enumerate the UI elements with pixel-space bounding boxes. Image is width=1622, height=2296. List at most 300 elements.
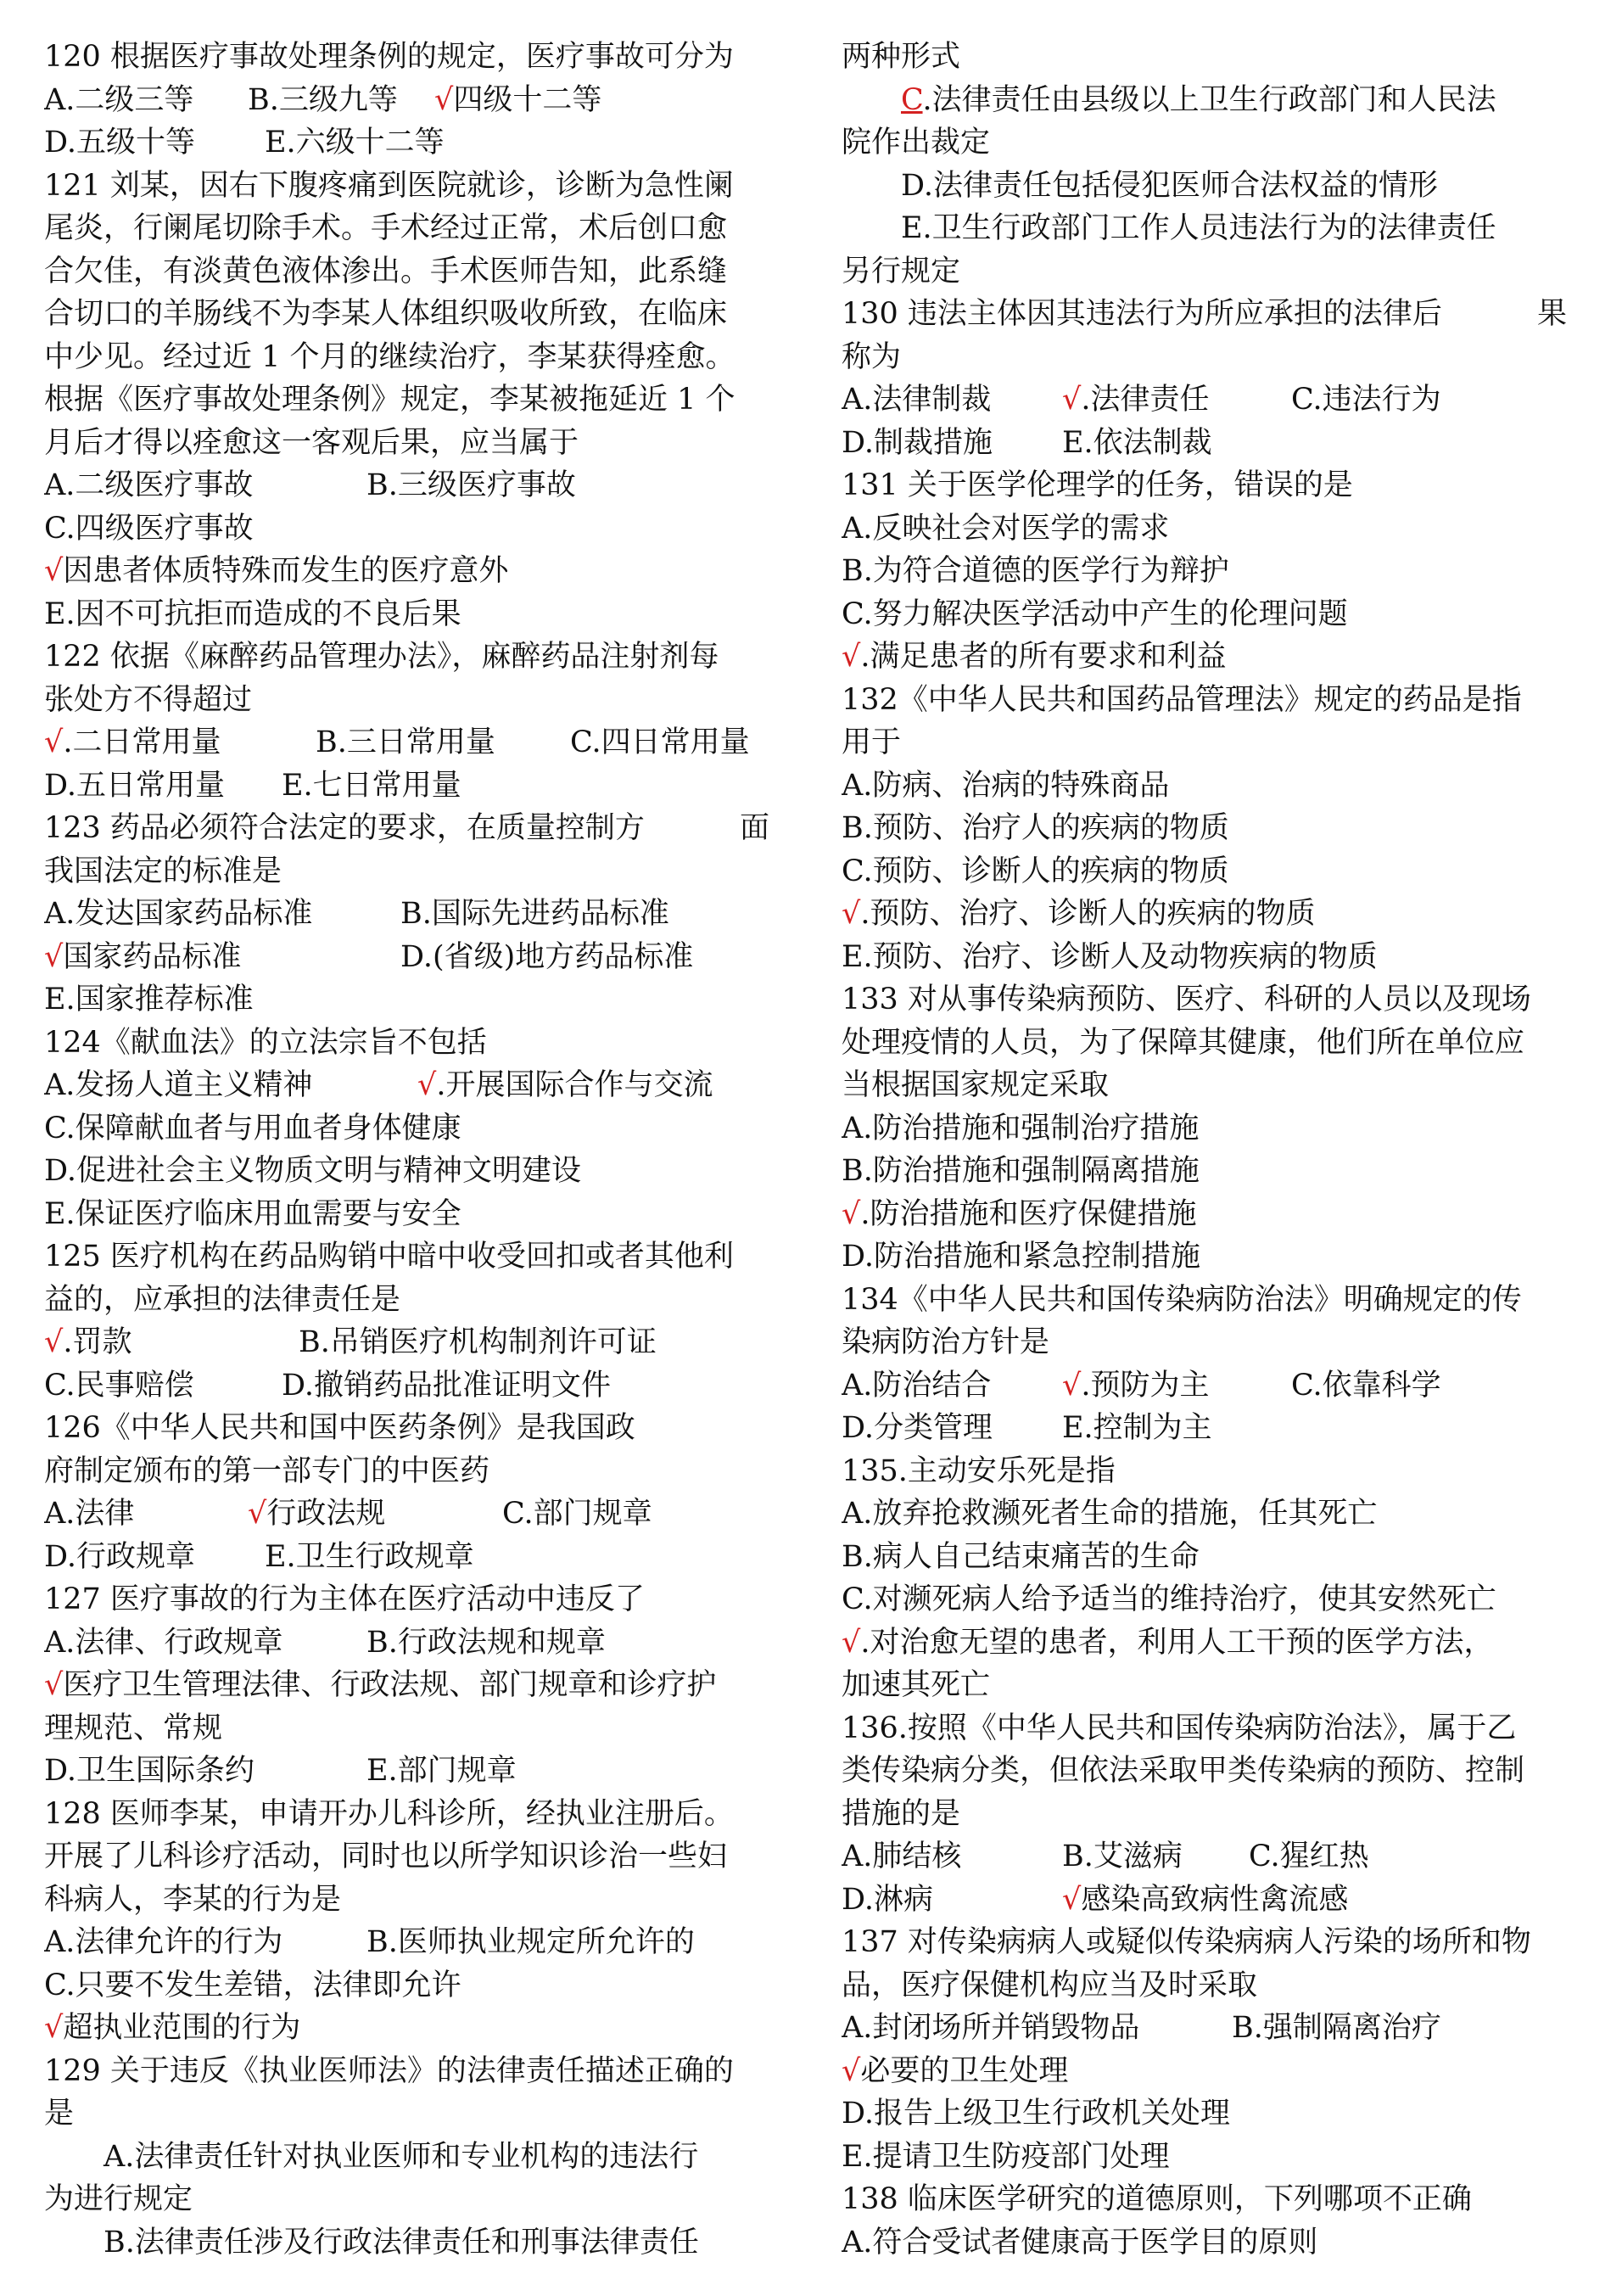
- text-segment: [1291, 378, 1441, 422]
- text-line: [44, 1664, 791, 1707]
- text-line: [44, 593, 791, 636]
- text-segment: [842, 593, 1348, 636]
- text-segment: [842, 1407, 1062, 1450]
- segment-text: 处理疫情的人员，为了保障其健康，他们所在单位应: [842, 1025, 1525, 1060]
- segment-text: 另行规定: [842, 254, 961, 288]
- text-segment: [44, 165, 734, 208]
- text-segment: [248, 79, 434, 122]
- text-line: [44, 422, 791, 465]
- text-line: [44, 79, 791, 122]
- text-segment: [842, 1536, 1200, 1579]
- check-mark-icon: √: [44, 1325, 64, 1359]
- text-line: [842, 1492, 1588, 1536]
- text-segment: [570, 721, 750, 764]
- text-line: [842, 2050, 1588, 2093]
- segment-text: .满足患者的所有要求和利益: [860, 640, 1227, 674]
- text-segment: [842, 336, 901, 379]
- text-segment: [44, 121, 265, 165]
- text-segment: [842, 850, 1229, 893]
- text-line: [842, 2178, 1588, 2221]
- segment-text: 开展了儿科诊疗活动，同时也以所学知识诊治一些妇: [44, 1840, 728, 1873]
- text-segment: [842, 1107, 1199, 1151]
- answer-option: [842, 2050, 1068, 2093]
- segment-text: 理规范、常规: [44, 1711, 223, 1745]
- segment-text: 因患者体质特殊而发生的医疗意外: [63, 554, 509, 588]
- text-line: [842, 250, 1588, 294]
- text-segment: [842, 1450, 1116, 1493]
- segment-text: 院作出裁定: [842, 126, 991, 160]
- text-line: [44, 1022, 791, 1065]
- text-line: [44, 679, 791, 722]
- segment-text: E.卫生行政部门工作人员违法行为的法律责任: [901, 211, 1496, 245]
- segment-text: 合欠佳，有淡黄色液体渗出。手术医师告知，此系缝: [44, 254, 728, 288]
- text-line: [842, 1279, 1588, 1322]
- segment-text: B.法律责任涉及行政法律责任和刑事法律责任: [103, 2225, 699, 2260]
- segment-text: 131 关于医学伦理学的任务，错误的是: [842, 468, 1353, 502]
- text-line: [44, 2178, 791, 2221]
- check-mark-icon: √: [434, 82, 454, 117]
- text-segment: [842, 764, 1169, 808]
- text-segment: [44, 422, 579, 465]
- segment-text: B.病人自己结束痛苦的生命: [842, 1539, 1200, 1574]
- answer-option: [434, 79, 601, 122]
- text-segment: [842, 1835, 1062, 1879]
- text-line: [842, 978, 1588, 1022]
- check-mark-icon: √: [417, 1068, 437, 1102]
- text-line: [44, 1621, 791, 1665]
- right-column: [842, 36, 1588, 2264]
- text-segment: [400, 936, 693, 979]
- segment-text: 超执业范围的行为: [63, 2011, 301, 2045]
- segment-text: 合切口的羊肠线不为李某人体组织吸收所致，在临床: [44, 297, 728, 331]
- text-segment: [842, 378, 1062, 422]
- text-line: [842, 2007, 1588, 2050]
- text-segment: [901, 207, 1496, 250]
- check-mark-icon: √: [1062, 383, 1082, 417]
- text-line: [842, 2092, 1588, 2136]
- segment-text: 医疗卫生管理法律、行政法规、部门规章和诊疗护: [63, 1668, 717, 1702]
- text-line: [44, 1793, 791, 1836]
- check-mark-icon: √: [44, 1668, 64, 1702]
- text-line: [44, 721, 791, 764]
- check-mark-icon: √: [248, 1497, 267, 1531]
- segment-text: B.医师执业规定所允许的: [366, 1925, 695, 1959]
- segment-text: 134《中华人民共和国传染病防治法》明确规定的传: [842, 1282, 1522, 1317]
- text-segment: [44, 679, 252, 722]
- text-line: [44, 1064, 791, 1107]
- segment-text: 必要的卫生处理: [860, 2053, 1069, 2088]
- text-line: [44, 1321, 791, 1364]
- text-line: [842, 1364, 1588, 1408]
- text-line: [842, 1193, 1588, 1236]
- text-segment: [842, 36, 960, 79]
- segment-text: C.只要不发生差错，法律即允许: [44, 1968, 461, 2002]
- segment-text: D.促进社会主义物质文明与精神文明建设: [44, 1154, 581, 1188]
- text-line: [842, 121, 1588, 165]
- text-segment: [1249, 1835, 1369, 1879]
- segment-text: 137 对传染病病人或疑似传染病病人污染的场所和物: [842, 1925, 1531, 1959]
- text-line: [44, 36, 791, 79]
- text-line: [44, 936, 791, 979]
- text-line: [44, 978, 791, 1022]
- text-line: [44, 207, 791, 250]
- text-segment: [842, 2136, 1170, 2179]
- text-segment: [44, 1407, 635, 1450]
- segment-text: 125 医疗机构在药品购销中暗中收受回扣或者其他利: [44, 1240, 734, 1274]
- segment-text: A.法律允许的行为: [44, 1925, 283, 1959]
- text-line: [842, 1536, 1588, 1579]
- segment-text: 尾炎，行阑尾切除手术。手术经过正常，术后创口愈: [44, 211, 728, 245]
- answer-option: [44, 1321, 299, 1364]
- segment-text: A.二级医疗事故: [44, 468, 254, 502]
- text-line: [842, 378, 1588, 422]
- text-line: [842, 2136, 1588, 2179]
- segment-text: A.防病、治病的特殊商品: [842, 768, 1170, 803]
- text-line: [842, 79, 1588, 122]
- text-line: [842, 1664, 1588, 1707]
- text-line: [44, 893, 791, 936]
- text-segment: [44, 1364, 282, 1408]
- text-segment: [366, 1621, 606, 1665]
- text-segment: [366, 1750, 517, 1793]
- segment-text: B.三日常用量: [316, 725, 495, 759]
- text-line: [44, 550, 791, 593]
- text-line: [842, 850, 1588, 893]
- segment-text: A.封闭场所并销毁物品: [842, 2011, 1140, 2045]
- text-segment: [44, 764, 282, 808]
- text-line: [44, 636, 791, 679]
- segment-text: 120 根据医疗事故处理条例的规定，医疗事故可分为: [44, 40, 734, 74]
- check-mark-icon: √: [44, 554, 64, 588]
- answer-option: [842, 636, 1226, 679]
- segment-text: D.五级十等: [44, 126, 195, 160]
- segment-text: B.为符合道德的医学行为辩护: [842, 554, 1229, 588]
- answer-option: [1062, 1879, 1348, 1922]
- segment-text: 益的，应承担的法律责任是: [44, 1282, 401, 1317]
- segment-text: 128 医师李某，申请开办儿科诊所，经执业注册后。: [44, 1796, 734, 1831]
- text-segment: [44, 1064, 417, 1107]
- text-line: [44, 378, 791, 422]
- text-line: [44, 2007, 791, 2050]
- text-line: [44, 1707, 791, 1750]
- segment-text: A.放弃抢救濒死者生命的措施，任其死亡: [842, 1497, 1378, 1531]
- text-line: [842, 165, 1588, 208]
- segment-text: 染病防治方针是: [842, 1325, 1050, 1359]
- text-segment: [1062, 1407, 1212, 1450]
- segment-text: D.(省级)地方药品标准: [400, 939, 694, 974]
- segment-text: 四级十二等: [453, 82, 602, 117]
- text-segment: [44, 207, 727, 250]
- text-segment: [44, 893, 400, 936]
- text-segment: [44, 1279, 400, 1322]
- text-line: [842, 593, 1588, 636]
- text-line: [842, 1835, 1588, 1879]
- text-segment: [103, 2221, 699, 2265]
- text-segment: [299, 1321, 657, 1364]
- text-line: [44, 1150, 791, 1193]
- check-mark-icon: √: [44, 2011, 64, 2045]
- text-line: [44, 1536, 791, 1579]
- segment-text: .开展国际合作与交流: [436, 1068, 713, 1102]
- segment-text: C.四日常用量: [570, 725, 750, 759]
- segment-text: .对治愈无望的患者，利用人工干预的医学方法，: [860, 1625, 1494, 1660]
- text-line: [842, 464, 1588, 507]
- segment-text: B.三级九等: [248, 82, 398, 117]
- text-segment: [44, 978, 254, 1022]
- text-segment: [502, 1492, 652, 1536]
- text-segment: [842, 1022, 1524, 1065]
- text-segment: [1537, 293, 1567, 336]
- segment-text: 126《中华人民共和国中医药条例》是我国政: [44, 1411, 635, 1445]
- segment-text: 措施的是: [842, 1796, 961, 1831]
- segment-text: E.依法制裁: [1062, 425, 1212, 460]
- text-segment: [842, 679, 1522, 722]
- segment-text: 122 依据《麻醉药品管理办法》，麻醉药品注射剂每: [44, 640, 719, 674]
- text-segment: [44, 2178, 193, 2221]
- segment-text: 为进行规定: [44, 2182, 193, 2216]
- text-line: [44, 2050, 791, 2093]
- segment-text: B.三级医疗事故: [366, 468, 576, 502]
- segment-text: 月后才得以痊愈这一客观后果，应当属于: [44, 425, 579, 460]
- segment-text: E.提请卫生防疫部门处理: [842, 2139, 1170, 2174]
- text-segment: [842, 807, 1229, 850]
- text-segment: [44, 807, 740, 850]
- check-mark-icon: √: [44, 939, 64, 974]
- text-segment: [842, 1321, 1049, 1364]
- answer-option: [842, 1621, 1493, 1665]
- segment-text: A.二级三等: [44, 82, 194, 117]
- segment-text: A.防治结合: [842, 1368, 992, 1403]
- text-line: [842, 1150, 1588, 1193]
- segment-text: E.六级十二等: [265, 126, 445, 160]
- text-segment: [265, 121, 445, 165]
- text-line: [44, 2136, 791, 2179]
- text-line: [842, 1235, 1588, 1279]
- segment-text: C.依靠科学: [1291, 1368, 1441, 1403]
- segment-text: .法律责任由县级以上卫生行政部门和人民法: [922, 82, 1496, 117]
- text-segment: [901, 165, 1438, 208]
- text-segment: [842, 1750, 1524, 1793]
- check-mark-icon: √: [44, 725, 64, 759]
- text-line: [842, 1621, 1588, 1665]
- segment-text: B.强制隔离治疗: [1232, 2011, 1441, 2045]
- text-segment: [44, 593, 461, 636]
- segment-text: 124《献血法》的立法宗旨不包括: [44, 1025, 487, 1060]
- segment-text: B.国际先进药品标准: [400, 897, 669, 931]
- text-segment: [842, 1279, 1522, 1322]
- segment-text: 根据《医疗事故处理条例》规定，李某被拖延近 1 个: [44, 383, 735, 417]
- answer-option: [44, 721, 316, 764]
- text-segment: [44, 1835, 727, 1879]
- text-segment: [842, 1793, 960, 1836]
- segment-text: 用于: [842, 725, 902, 759]
- text-line: [842, 1107, 1588, 1151]
- text-segment: [44, 507, 254, 551]
- segment-text: 行政法规: [266, 1497, 386, 1531]
- text-segment: [44, 1793, 734, 1836]
- segment-text: C.猩红热: [1249, 1840, 1369, 1873]
- text-line: [842, 679, 1588, 722]
- text-line: [842, 1707, 1588, 1750]
- check-mark-icon: √: [1062, 1882, 1082, 1917]
- segment-text: 面: [740, 811, 770, 845]
- text-line: [44, 2092, 791, 2136]
- segment-text: D.制裁措施: [842, 425, 993, 460]
- segment-text: A.法律: [44, 1497, 135, 1531]
- text-segment: [44, 378, 735, 422]
- segment-text: E.预防、治疗、诊断人及动物疾病的物质: [842, 939, 1378, 974]
- text-segment: [842, 2007, 1232, 2050]
- text-segment: [44, 1921, 366, 1964]
- segment-text: A.肺结核: [842, 1840, 962, 1873]
- segment-text: B.吊销医疗机构制剂许可证: [299, 1325, 657, 1359]
- segment-text: E.保证医疗临床用血需要与安全: [44, 1196, 461, 1231]
- segment-text: A.防治措施和强制治疗措施: [842, 1111, 1200, 1145]
- text-segment: [842, 422, 1062, 465]
- text-line: [842, 293, 1588, 336]
- answer-option: [44, 2007, 300, 2050]
- text-segment: [842, 936, 1378, 979]
- text-line: [44, 1193, 791, 1236]
- text-line: [44, 507, 791, 551]
- text-line: [842, 893, 1588, 936]
- text-line: [44, 764, 791, 808]
- text-segment: [44, 2050, 734, 2093]
- segment-text: 感染高致病性禽流感: [1081, 1882, 1349, 1917]
- text-line: [842, 936, 1588, 979]
- text-line: [44, 336, 791, 379]
- text-line: [44, 1450, 791, 1493]
- text-segment: [1062, 1835, 1249, 1879]
- text-line: [44, 1107, 791, 1151]
- text-segment: [44, 1107, 461, 1151]
- segment-text: D.防治措施和紧急控制措施: [842, 1240, 1200, 1274]
- text-segment: [842, 1235, 1200, 1279]
- segment-text: C.对濒死病人给予适当的维持治疗，使其安然死亡: [842, 1582, 1496, 1616]
- text-segment: [44, 79, 248, 122]
- check-mark-icon: √: [842, 897, 861, 931]
- text-line: [44, 1964, 791, 2008]
- segment-text: D.卫生国际条约: [44, 1754, 254, 1788]
- segment-text: B.预防、治疗人的疾病的物质: [842, 811, 1229, 845]
- text-line: [44, 1492, 791, 1536]
- text-line: [44, 1578, 791, 1621]
- segment-text: A.符合受试者健康高于医学目的原则: [842, 2225, 1318, 2260]
- segment-text: A.法律责任针对执业医师和专业机构的违法行: [103, 2139, 699, 2174]
- text-segment: [1232, 2007, 1441, 2050]
- segment-text: D.行政规章: [44, 1539, 195, 1574]
- text-segment: [842, 121, 990, 165]
- text-line: [44, 1835, 791, 1879]
- text-line: [44, 165, 791, 208]
- text-segment: [842, 1364, 1062, 1408]
- answer-option: [1062, 1364, 1291, 1408]
- segment-text: E.卫生行政规章: [265, 1539, 474, 1574]
- text-segment: [842, 550, 1229, 593]
- answer-option: [44, 936, 400, 979]
- segment-text: 两种形式: [842, 40, 961, 74]
- segment-text: A.法律制裁: [842, 383, 992, 417]
- text-line: [842, 764, 1588, 808]
- segment-text: C.违法行为: [1291, 383, 1441, 417]
- text-segment: [842, 1964, 1257, 2008]
- segment-text: D.五日常用量: [44, 768, 225, 803]
- text-line: [842, 1064, 1588, 1107]
- text-line: [44, 1879, 791, 1922]
- segment-text: 130 违法主体因其违法行为所应承担的法律后: [842, 297, 1442, 331]
- segment-text: D.报告上级卫生行政机关处理: [842, 2097, 1230, 2131]
- segment-text: 当根据国家规定采取: [842, 1068, 1110, 1102]
- segment-text: C.民事赔偿: [44, 1368, 194, 1403]
- text-segment: [44, 1707, 222, 1750]
- text-line: [842, 721, 1588, 764]
- text-segment: [44, 850, 282, 893]
- answer-option: [417, 1064, 713, 1107]
- segment-text: E.国家推荐标准: [44, 983, 254, 1016]
- text-segment: [901, 79, 1496, 122]
- left-column: [44, 36, 791, 2264]
- segment-text: 类传染病分类，但依法采取甲类传染病的预防、控制: [842, 1754, 1525, 1788]
- segment-text: E.控制为主: [1062, 1411, 1212, 1445]
- segment-text: 国家药品标准: [63, 939, 242, 974]
- text-segment: [282, 764, 461, 808]
- text-segment: [842, 2178, 1472, 2221]
- text-line: [842, 1964, 1588, 2008]
- text-segment: [44, 1193, 461, 1236]
- text-segment: [842, 721, 901, 764]
- segment-text: 133 对从事传染病预防、医疗、科研的人员以及现场: [842, 983, 1531, 1016]
- text-segment: [44, 336, 735, 379]
- segment-text: A.反映社会对医学的需求: [842, 511, 1170, 546]
- text-line: [842, 207, 1588, 250]
- text-segment: [1062, 422, 1212, 465]
- text-line: [842, 550, 1588, 593]
- text-segment: [842, 2221, 1317, 2265]
- answer-option: [842, 893, 1315, 936]
- text-segment: [44, 636, 719, 679]
- text-line: [842, 636, 1588, 679]
- segment-text: B.行政法规和规章: [366, 1625, 606, 1660]
- text-line: [44, 2221, 791, 2265]
- text-segment: [842, 1064, 1109, 1107]
- answer-option: [248, 1492, 502, 1536]
- text-line: [842, 1450, 1588, 1493]
- text-line: [44, 1921, 791, 1964]
- text-line: [842, 1407, 1588, 1450]
- answer-option: [1062, 378, 1291, 422]
- segment-text: D.分类管理: [842, 1411, 993, 1445]
- segment-text: 中少见。经过近 1 个月的继续治疗，李某获得痊愈。: [44, 339, 735, 374]
- text-segment: [44, 250, 727, 294]
- check-mark-icon: √: [842, 2053, 861, 2088]
- text-line: [842, 336, 1588, 379]
- segment-text: .罚款: [63, 1325, 132, 1359]
- text-segment: [44, 36, 734, 79]
- text-segment: [44, 2092, 74, 2136]
- text-segment: [44, 464, 366, 507]
- text-line: [44, 1279, 791, 1322]
- text-segment: [842, 293, 1537, 336]
- text-segment: [842, 2092, 1230, 2136]
- text-segment: [44, 1879, 341, 1922]
- text-segment: [842, 464, 1353, 507]
- text-segment: [400, 893, 669, 936]
- segment-text: C.努力解决医学活动中产生的伦理问题: [842, 596, 1348, 631]
- segment-text: B.艾滋病: [1062, 1840, 1183, 1873]
- text-segment: [842, 1150, 1200, 1193]
- segment-text: 我国法定的标准是: [44, 854, 282, 888]
- check-mark-icon: √: [1062, 1368, 1082, 1403]
